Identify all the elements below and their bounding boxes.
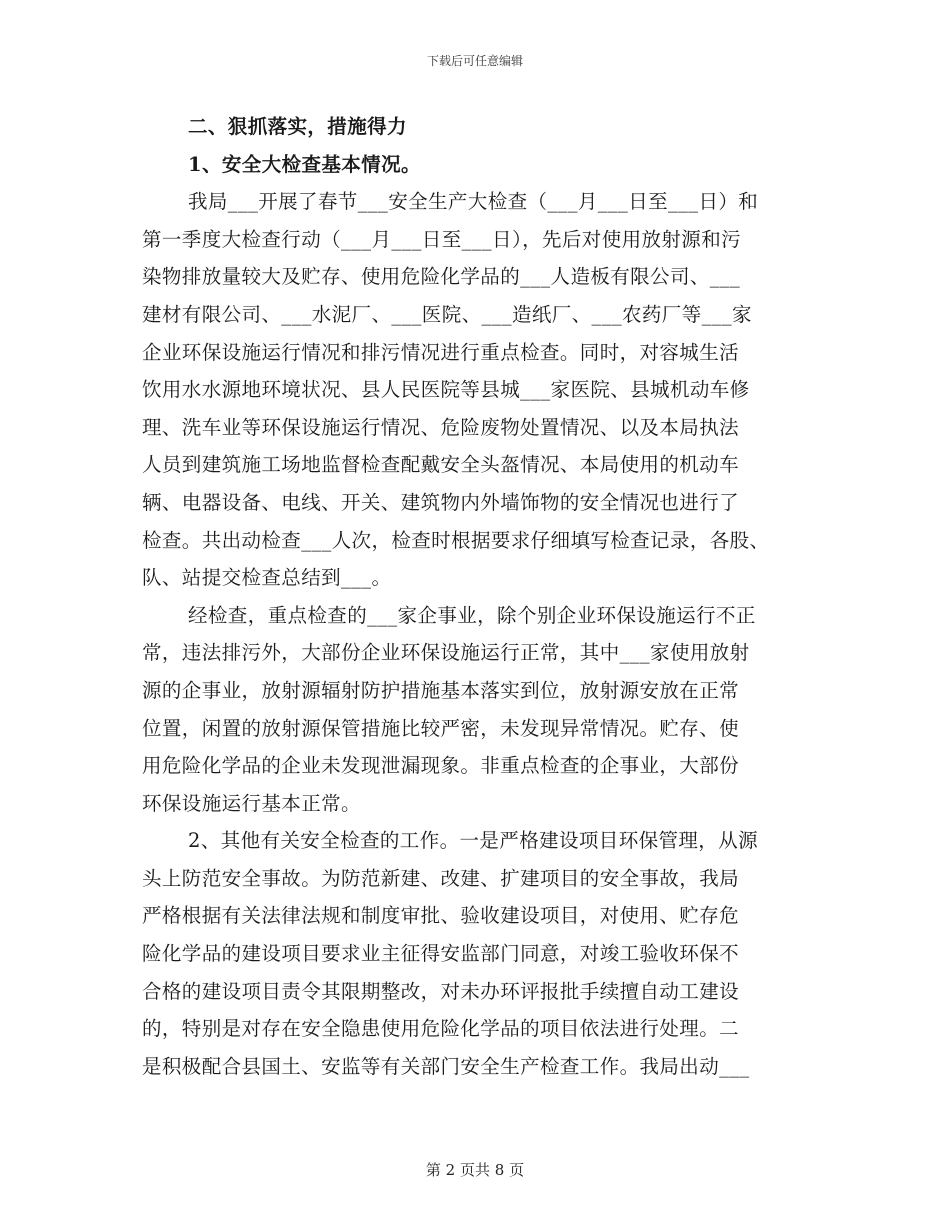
- paragraph-line: 建材有限公司、___水泥厂、___医院、___造纸厂、___农药厂等___家: [142, 302, 752, 326]
- paragraph-line: 常，违法排污外，大部份企业环保设施运行正常，其中___家使用放射: [142, 641, 750, 665]
- paragraph-line: 企业环保设施运行情况和排污情况进行重点检查。同时，对容城生活: [142, 340, 740, 364]
- paragraph-line: 饮用水水源地环境状况、县人民医院等县城___家医院、县城机动车修: [142, 378, 750, 402]
- paragraph-line: 是积极配合县国土、安监等有关部门安全生产检查工作。我局出动___: [142, 1054, 750, 1078]
- paragraph-line: 用危险化学品的企业未发现泄漏现象。非重点检查的企事业，大部份: [142, 754, 740, 778]
- paragraph-line: 染物排放量较大及贮存、使用危险化学品的___人造板有限公司、___: [142, 265, 741, 289]
- page-number-footer: 第 2 页共 8 页: [425, 1161, 525, 1179]
- paragraph-line: 头上防范安全事故。为防范新建、改建、扩建项目的安全事故，我局: [142, 866, 740, 890]
- paragraph-line: 位置，闲置的放射源保管措施比较严密，未发现异常情况。贮存、使: [142, 716, 740, 740]
- paragraph-line: 源的企事业，放射源辐射防护措施基本落实到位，放射源安放在正常: [142, 678, 740, 702]
- paragraph-line: 人员到建筑施工场地监督检查配戴安全头盔情况、本局使用的机动车: [142, 453, 740, 477]
- paragraph-line: 2、其他有关安全检查的工作。一是严格建设项目环保管理，从源: [188, 829, 759, 853]
- paragraph-line: 队、站提交检查总结到___。: [142, 566, 392, 590]
- paragraph-line: 我局___开展了春节___安全生产大检查（___月___日至___日）和: [188, 190, 759, 214]
- section-heading: 二、狠抓落实，措施得力: [188, 115, 407, 138]
- paragraph-line: 险化学品的建设项目要求业主征得安监部门同意，对竣工验收环保不: [142, 942, 740, 966]
- paragraph-line: 第一季度大检查行动（___月___日至___日），先后对使用放射源和污: [142, 227, 742, 251]
- paragraph-line: 检查。共出动检查___人次，检查时根据要求仔细填写检查记录，各股、: [142, 528, 770, 552]
- paragraph-line: 环保设施运行基本正常。: [142, 791, 361, 815]
- page-header: 下载后可任意编辑: [426, 54, 523, 68]
- paragraph-line: 经检查，重点检查的___家企事业，除个别企业环保设施运行不正: [188, 603, 756, 627]
- paragraph-line: 合格的建设项目责令其限期整改，对未办环评报批手续擅自动工建设: [142, 979, 740, 1003]
- document-body: [142, 108, 832, 1085]
- subsection-heading-1: 1、安全大检查基本情况。: [188, 152, 421, 176]
- paragraph-line: 辆、电器设备、电线、开关、建筑物内外墙饰物的安全情况也进行了: [142, 490, 740, 514]
- paragraph-line: 理、洗车业等环保设施运行情况、危险废物处置情况、以及本局执法: [142, 415, 740, 439]
- paragraph-line: 的，特别是对存在安全隐患使用危险化学品的项目依法进行处理。二: [142, 1017, 740, 1041]
- paragraph-line: 严格根据有关法律法规和制度审批、验收建设项目，对使用、贮存危: [142, 904, 740, 928]
